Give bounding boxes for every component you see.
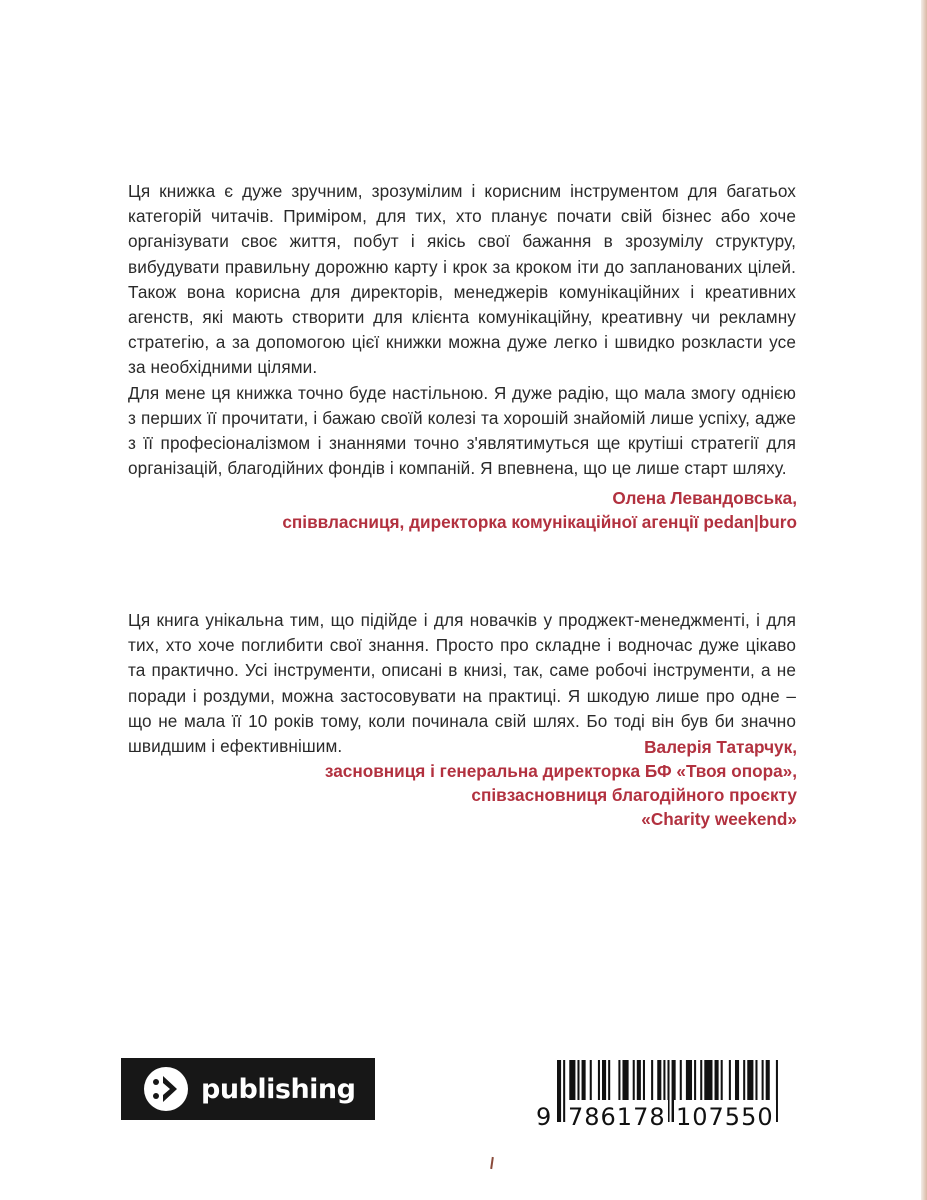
publisher-logo: [121, 1058, 375, 1120]
review-2-paragraph-1: Ця книга унікальна тим, що підійде і для новачків у проджект-менеджменті, і для тих, хто хоче поглибити свої знання. Просто про складне і водночас дуже цікаво та практично. Усі інструменти, описані в книзі, так, саме робочі інструменти, а не поради і роздуми, можна застосовувати на практиці. Я шкодую лише про одне – що не мала її 10 років тому, коли починала свій шлях. Бо тоді він був би значно швидшим і ефективнішим.: [128, 610, 796, 757]
isbn-barcode: [534, 1060, 780, 1134]
isbn-group-2: 107550: [674, 1100, 776, 1134]
isbn-group-1: 786178: [566, 1100, 668, 1134]
review-1-paragraph-2: Для мене ця книжка точно буде настільною. Я дуже радію, що мала змогу однією з перших її прочитати, і бажаю своїй колезі та хорошій знайомій лише успіху, адже з її професіоналізмом і знаннями точно з'являтимуться ще крутіші стратегії для організацій, благодійних фондів і компаній. Я впевнена, що це лише старт шляху.: [128, 382, 796, 479]
isbn-lead-digit: 9: [536, 1103, 552, 1131]
review-1-paragraph-1: Ця книжка є дуже зручним, зрозумілим і корисним інструментом для багатьох категорій читачів. Приміром, для тих, хто планує почати свій бізнес або хоче організувати своє життя, побут і якісь свої бажання в зрозумілу структуру, вибудувати правильну дорожню карту і крок за кроком іти до запланованих цілей. Також вона корисна для директорів, менеджерів комунікаційних і креативних агенств, які мають створити для клієнта комунікаційну, креативну чи рекламну стратегію, а за допомогою цієї книжки можна дуже легко і швидко розкласти усе за необхідними цілями.: [128, 181, 796, 378]
review-2-author: Валерія Татарчук,: [644, 737, 797, 757]
review-1-attribution: [282, 486, 797, 534]
review-2-role-line: «Charity weekend»: [641, 809, 797, 829]
isbn-digits: [534, 1100, 780, 1134]
review-2-attribution: [325, 735, 797, 831]
review-1-author: Олена Левандовська,: [612, 488, 797, 508]
print-mark: [490, 1157, 494, 1169]
arrow-circle-icon: [143, 1066, 189, 1112]
page-edge: [921, 0, 927, 1200]
review-1-text: [128, 179, 796, 481]
review-1-role: співвласниця, директорка комунікаційної агенції pedan|buro: [282, 512, 797, 532]
publisher-logo-text: publishing: [201, 1073, 356, 1105]
review-2-role-line: співзасновниця благодійного проєкту: [471, 785, 797, 805]
review-2-role-line: засновниця і генеральна директорка БФ «Твоя опора»,: [324, 761, 797, 781]
